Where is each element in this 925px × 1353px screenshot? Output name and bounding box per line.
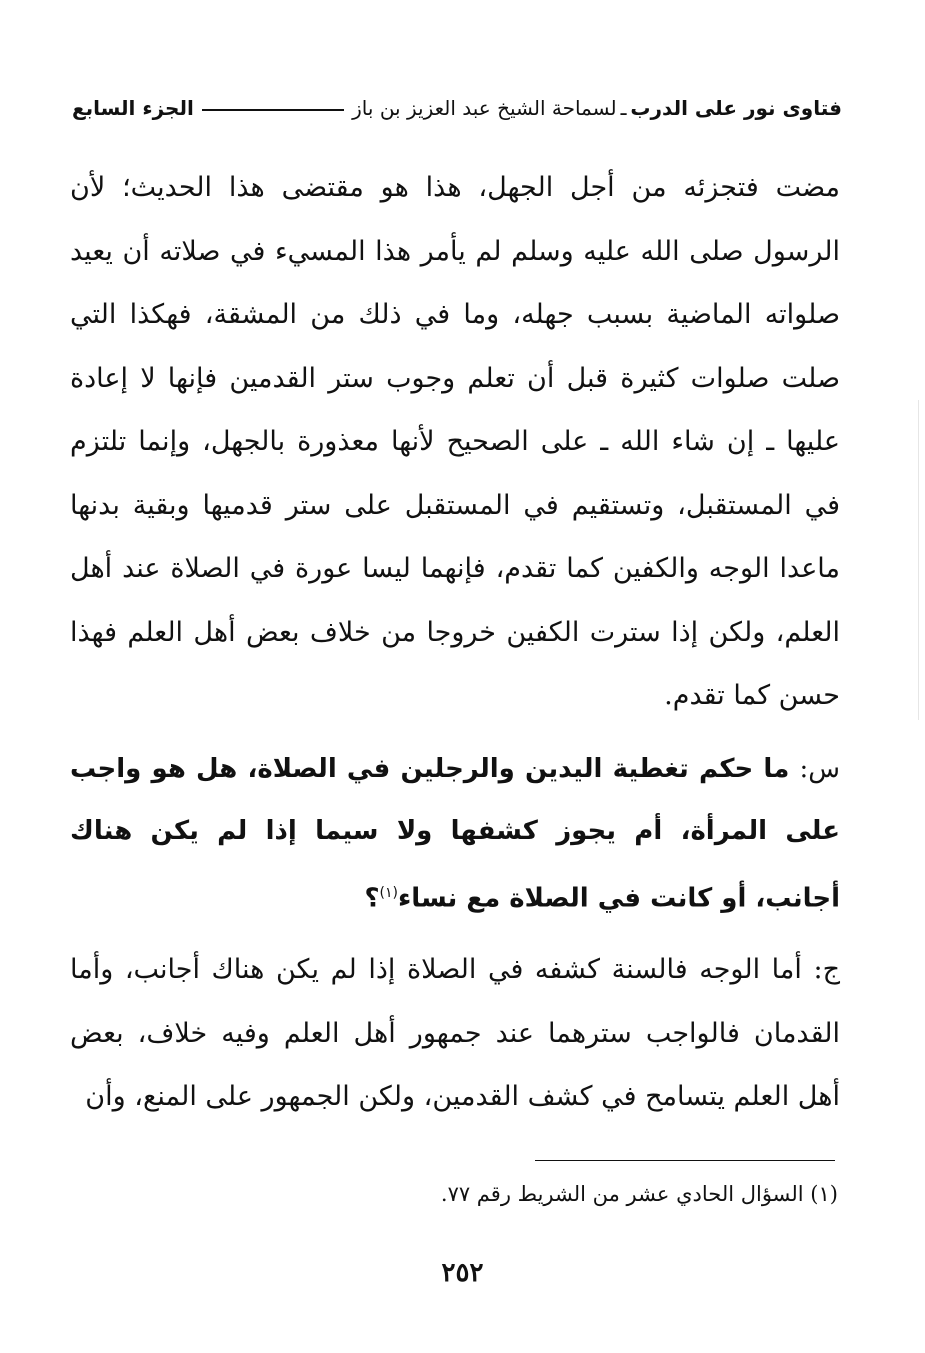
- answer-prefix: ج:: [813, 954, 840, 985]
- author-name: لسماحة الشيخ عبد العزيز بن باز: [352, 96, 617, 120]
- footnote-divider: [535, 1160, 835, 1161]
- answer-text: أما الوجه فالسنة كشفه في الصلاة إذا لم يكن هناك أجانب، وأما القدمان فالواجب سترهما عند جمهور أهل العلم وفيه خلاف، بعض أهل العلم يتسامح في كشف القدمين، ولكن الجمهور على المنع، وأن: [70, 954, 840, 1112]
- scan-edge-mark: [918, 400, 919, 720]
- header-separator: ـ: [620, 96, 627, 120]
- volume-label: الجزء السابع: [72, 96, 194, 120]
- question-text: ما حكم تغطية اليدين والرجلين في الصلاة، هل هو واجب على المرأة، أم يجوز كشفها ولا سيما إذا لم يكن هناك أجانب، أو كانت في الصلاة مع نساء: [70, 754, 840, 914]
- continuation-paragraph: مضت فتجزئه من أجل الجهل، هذا هو مقتضى هذا الحديث؛ لأن الرسول صلى الله عليه وسلم لم يأمر هذا المسيء في صلاته أن يعيد صلواته الماضية بسبب جهله، وما في ذلك من المشقة، فهكذا التي صلت صلوات كثيرة قبل أن تعلم وجوب ستر القدمين فإنها لا إعادة عليها ـ إن شاء الله ـ على الصحيح لأنها معذورة بالجهل، وإنما تلتزم في المستقبل، وتستقيم في المستقبل على ستر قدميها وبقية بدنها ماعدا الوجه والكفين كما تقدم، فإنهما ليسا عورة في الصلاة عند أهل العلم، ولكن إذا سترت الكفين خروجا من خلاف بعض أهل العلم فهذا حسن كما تقدم.: [70, 172, 840, 711]
- footnote: (١) السؤال الحادي عشر من الشريط رقم ٧٧.: [440, 1182, 838, 1206]
- footnote-reference: (١): [379, 885, 399, 901]
- page-number: ٢٥٢: [441, 1258, 484, 1288]
- question-paragraph: [70, 738, 840, 930]
- book-title: فتاوى نور على الدرب: [630, 96, 842, 120]
- running-header: [72, 90, 842, 126]
- answer-paragraph: [70, 938, 840, 1129]
- question-mark: ؟: [364, 883, 380, 914]
- question-prefix: س:: [799, 754, 841, 784]
- header-rule: [202, 109, 344, 111]
